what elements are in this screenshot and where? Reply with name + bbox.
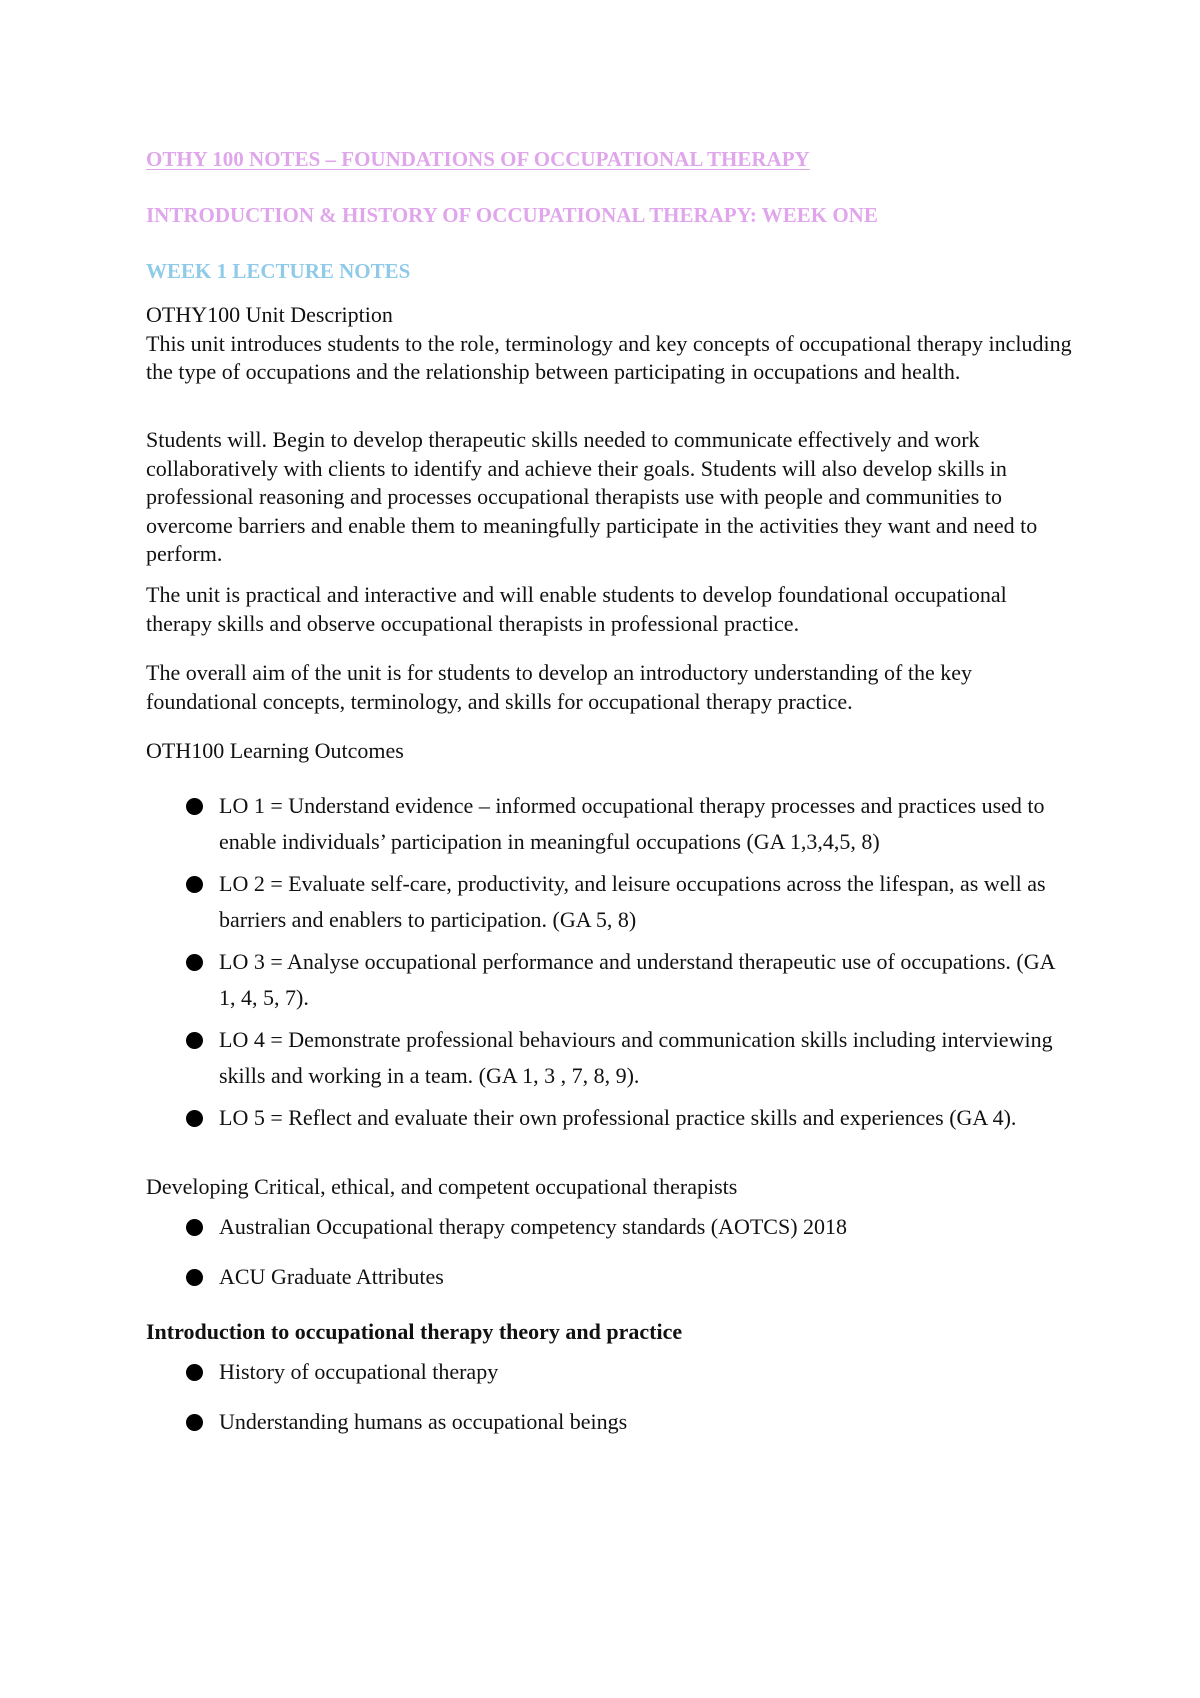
list-item: LO 3 = Analyse occupational performance and understand therapeutic use of occupations. (GA 1, 4, 5, 7). <box>146 944 1076 1016</box>
developing-heading: Developing Critical, ethical, and competent occupational therapists <box>146 1174 738 1199</box>
intro-heading: Introduction to occupational therapy theory and practice <box>146 1319 683 1344</box>
bullet-icon <box>186 1414 203 1431</box>
list-item: LO 4 = Demonstrate professional behaviours and communication skills including interviewing skills and working in a team. (GA 1, 3 , 7, 8, 9). <box>146 1022 1076 1094</box>
list-item: LO 5 = Reflect and evaluate their own professional practice skills and experiences (GA 4). <box>146 1100 1076 1136</box>
list-item: Understanding humans as occupational beings <box>146 1407 1076 1437</box>
bullet-icon <box>186 954 203 971</box>
bullet-icon <box>186 1032 203 1049</box>
unit-description-paragraph-4: The overall aim of the unit is for students to develop an introductory understanding of the key foundational concepts, terminology, and skills for occupational therapy practice. <box>146 660 973 714</box>
unit-description-paragraph-2: Students will. Begin to develop therapeutic skills needed to communicate effectively and work collaboratively with clients to identify and achieve their goals. Students will also develop skills in professional reasoning and processes occupational therapists use with people and communities to overcome barriers and enable them to meaningfully participate in the activities they want and need to perform. <box>146 427 1038 566</box>
intro-list <box>146 1357 1076 1457</box>
unit-description <box>146 301 1076 387</box>
bullet-icon <box>186 1219 203 1236</box>
bullet-icon <box>186 876 203 893</box>
list-item: LO 1 = Understand evidence – informed occupational therapy processes and practices used to enable individuals’ participation in meaningful occupations (GA 1,3,4,5, 8) <box>146 788 1076 860</box>
learning-outcomes-list <box>146 788 1076 1142</box>
document-subtitle: INTRODUCTION & HISTORY OF OCCUPATIONAL THERAPY: WEEK ONE <box>146 203 878 227</box>
bullet-icon <box>186 1110 203 1127</box>
bullet-icon <box>186 798 203 815</box>
bullet-icon <box>186 1364 203 1381</box>
developing-list <box>146 1212 1076 1312</box>
unit-description-label: OTHY100 Unit Description <box>146 302 393 327</box>
document-title: OTHY 100 NOTES – FOUNDATIONS OF OCCUPATIONAL THERAPY <box>146 147 810 171</box>
unit-description-paragraph-3: The unit is practical and interactive and will enable students to develop foundational occupational therapy skills and observe occupational therapists in professional practice. <box>146 582 1007 636</box>
unit-description-paragraph-1: This unit introduces students to the role, terminology and key concepts of occupational therapy including the type of occupations and the relationship between participating in occupations and health. <box>146 330 1072 384</box>
list-item: LO 2 = Evaluate self-care, productivity, and leisure occupations across the lifespan, as well as barriers and enablers to participation. (GA 5, 8) <box>146 866 1076 938</box>
list-item: ACU Graduate Attributes <box>146 1262 1076 1292</box>
list-item: History of occupational therapy <box>146 1357 1076 1387</box>
list-item: Australian Occupational therapy competency standards (AOTCS) 2018 <box>146 1212 1076 1242</box>
section-heading: WEEK 1 LECTURE NOTES <box>146 259 411 283</box>
learning-outcomes-heading: OTH100 Learning Outcomes <box>146 738 404 763</box>
bullet-icon <box>186 1269 203 1286</box>
